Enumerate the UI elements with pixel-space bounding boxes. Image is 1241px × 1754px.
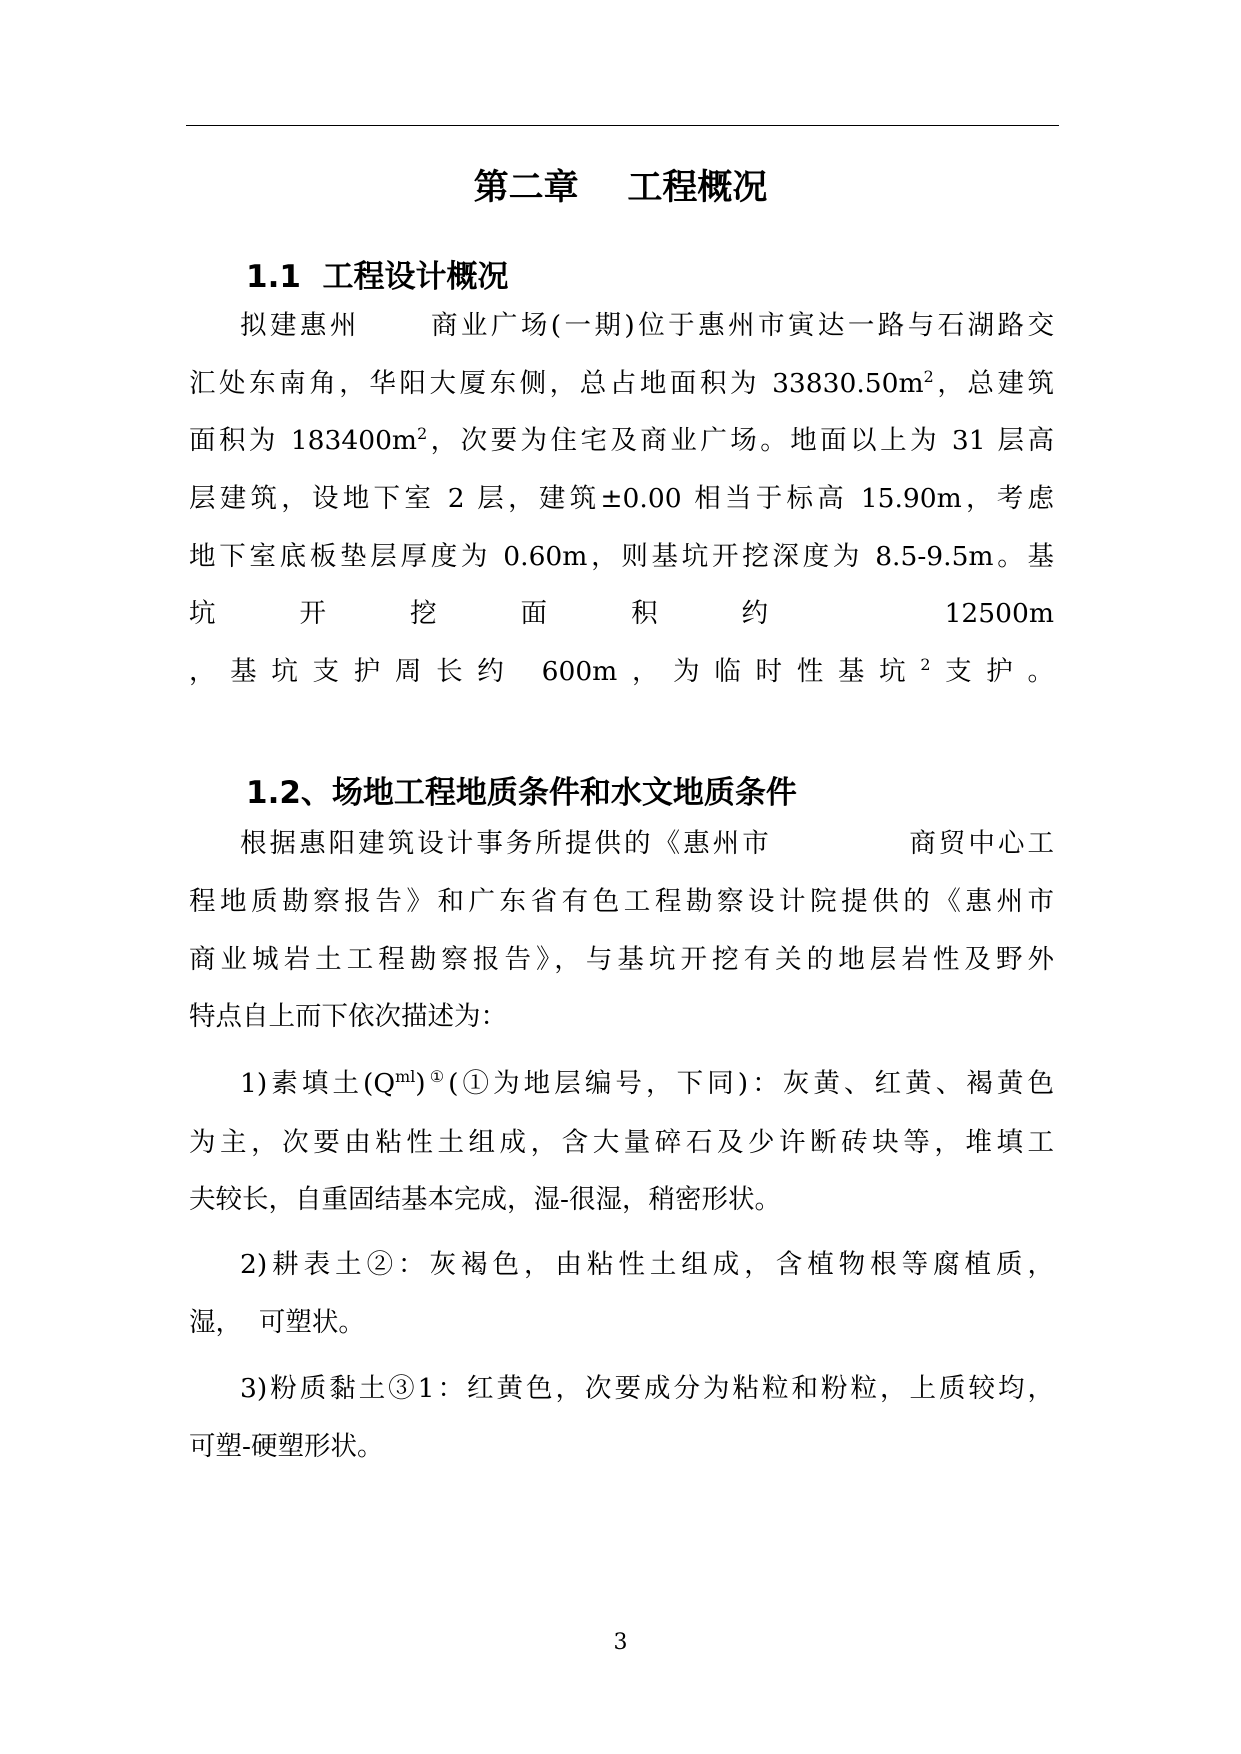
paragraph-line: 地下室底板垫层厚度为 0.60m，则基坑开挖深度为 8.5-9.5m。基 <box>189 541 1054 572</box>
section-1-2-heading: 1.2、场地工程地质条件和水文地质条件 <box>246 775 797 811</box>
header-rule <box>186 125 1059 126</box>
section-1-1-heading: 1.1 工程设计概况 <box>246 259 509 295</box>
paragraph-line: 拟建惠州 商业广场(一期)位于惠州市寅达一路与石湖路交 <box>240 310 1054 341</box>
stratum-item-3: 3)粉质黏土③1：红黄色，次要成分为粘粒和粉粒，上质较均， <box>240 1373 1054 1404</box>
paragraph-line: 特点自上而下依次描述为： <box>189 1001 507 1032</box>
paragraph-line: 坑开挖面积约 12500m <box>189 598 1054 629</box>
paragraph-line: 面积为 $183400m^2$，次要为住宅及商业广场。地面以上为 31 层高 <box>189 424 1054 456</box>
stratum-item-1: 1)素填土$(Q^{ml})^①(①$为地层编号，下同)：灰黄、红黄、褐黄色 <box>240 1067 1055 1099</box>
paragraph-line: 可塑-硬塑形状。 <box>189 1431 384 1462</box>
paragraph-line: 程地质勘察报告》和广东省有色工程勘察设计院提供的《惠州市 <box>189 886 1054 917</box>
page-number: 3 <box>613 1630 628 1655</box>
paragraph-line: 层建筑，设地下室 2 层，建筑±0.00 相当于标高 15.90m，考虑 <box>189 483 1054 514</box>
stratum-item-2: 2)耕表土②：灰褐色，由粘性土组成，含植物根等腐植质， <box>240 1249 1054 1280</box>
paragraph-line: 为主，次要由粘性土组成，含大量碎石及少许断砖块等，堆填工 <box>189 1127 1054 1158</box>
chapter-title: 第二章 工程概况 <box>473 168 768 208</box>
paragraph-line: 根据惠阳建筑设计事务所提供的《惠州市 商贸中心工 <box>240 828 1054 859</box>
paragraph-line: 商业城岩土工程勘察报告》，与基坑开挖有关的地层岩性及野外 <box>189 944 1054 975</box>
paragraph-line: 汇处东南角，华阳大厦东侧，总占地面积为 $33830.50m^2$，总建筑 <box>189 367 1055 399</box>
paragraph-line: 夫较长，自重固结基本完成，湿-很湿，稍密形状。 <box>189 1184 781 1215</box>
paragraph-line: 湿， 可塑状。 <box>189 1307 365 1338</box>
paragraph-line: ，基坑支护周长约 600m，为临时性基坑$^2$支护。 <box>189 655 1054 687</box>
